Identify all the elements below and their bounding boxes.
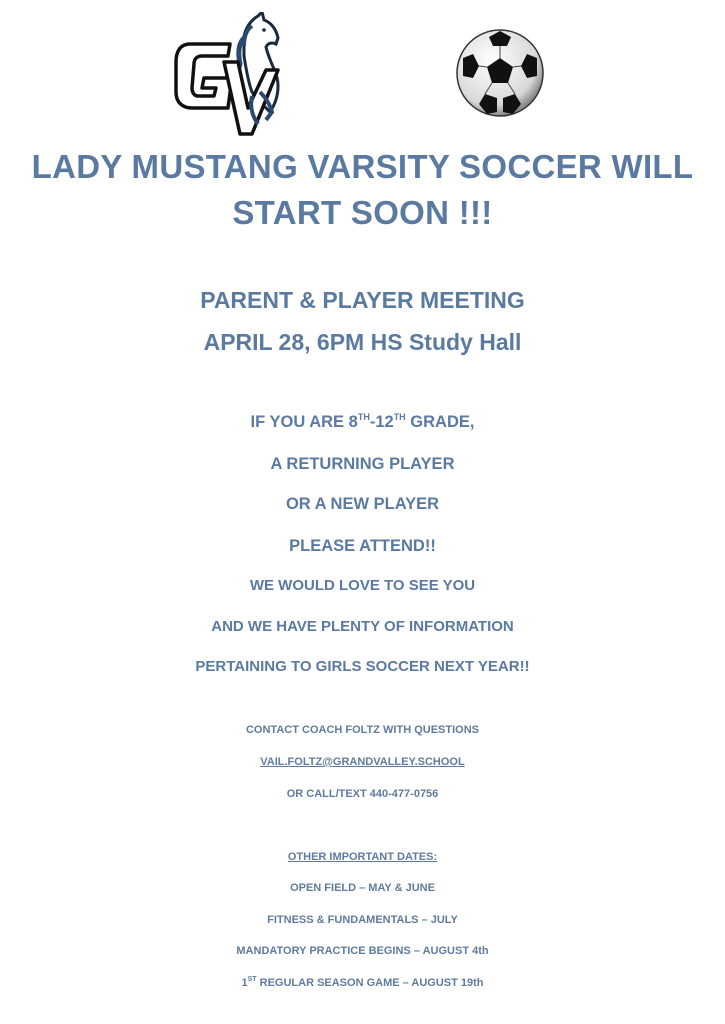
title-line-2: START SOON !!! (232, 194, 493, 231)
returning-player-line: A RETURNING PLAYER (270, 455, 455, 473)
mustang-logo-icon (172, 12, 288, 136)
title-line-1: LADY MUSTANG VARSITY SOCCER WILL (31, 148, 694, 185)
please-attend-line: PLEASE ATTEND!! (289, 537, 436, 555)
grade-line: IF YOU ARE 8TH-12TH GRADE, (250, 412, 475, 431)
information-line: AND WE HAVE PLENTY OF INFORMATION (211, 618, 514, 635)
date-open-field: OPEN FIELD – MAY & JUNE (290, 882, 435, 894)
soccer-ball-icon (455, 28, 545, 118)
love-to-see-line: WE WOULD LOVE TO SEE YOU (249, 577, 476, 594)
meeting-line-2: APRIL 28, 6PM HS Study Hall (203, 329, 522, 355)
date-mandatory-practice: MANDATORY PRACTICE BEGINS – AUGUST 4th (236, 945, 489, 957)
phone-line: OR CALL/TEXT 440-477-0756 (286, 788, 439, 800)
email-link[interactable]: VAIL.FOLTZ@GRANDVALLEY.SCHOOL (260, 756, 465, 768)
dates-heading: OTHER IMPORTANT DATES: (287, 851, 438, 863)
girls-soccer-line: PERTAINING TO GIRLS SOCCER NEXT YEAR!! (195, 658, 530, 675)
contact-line: CONTACT COACH FOLTZ WITH QUESTIONS (245, 724, 479, 736)
date-fitness: FITNESS & FUNDAMENTALS – JULY (267, 914, 458, 926)
soccer-ball (455, 28, 545, 118)
date-first-game: 1ST REGULAR SEASON GAME – AUGUST 19th (241, 976, 484, 989)
mustang-logo (172, 12, 288, 136)
new-player-line: OR A NEW PLAYER (285, 495, 440, 513)
meeting-line-1: PARENT & PLAYER MEETING (200, 287, 525, 313)
